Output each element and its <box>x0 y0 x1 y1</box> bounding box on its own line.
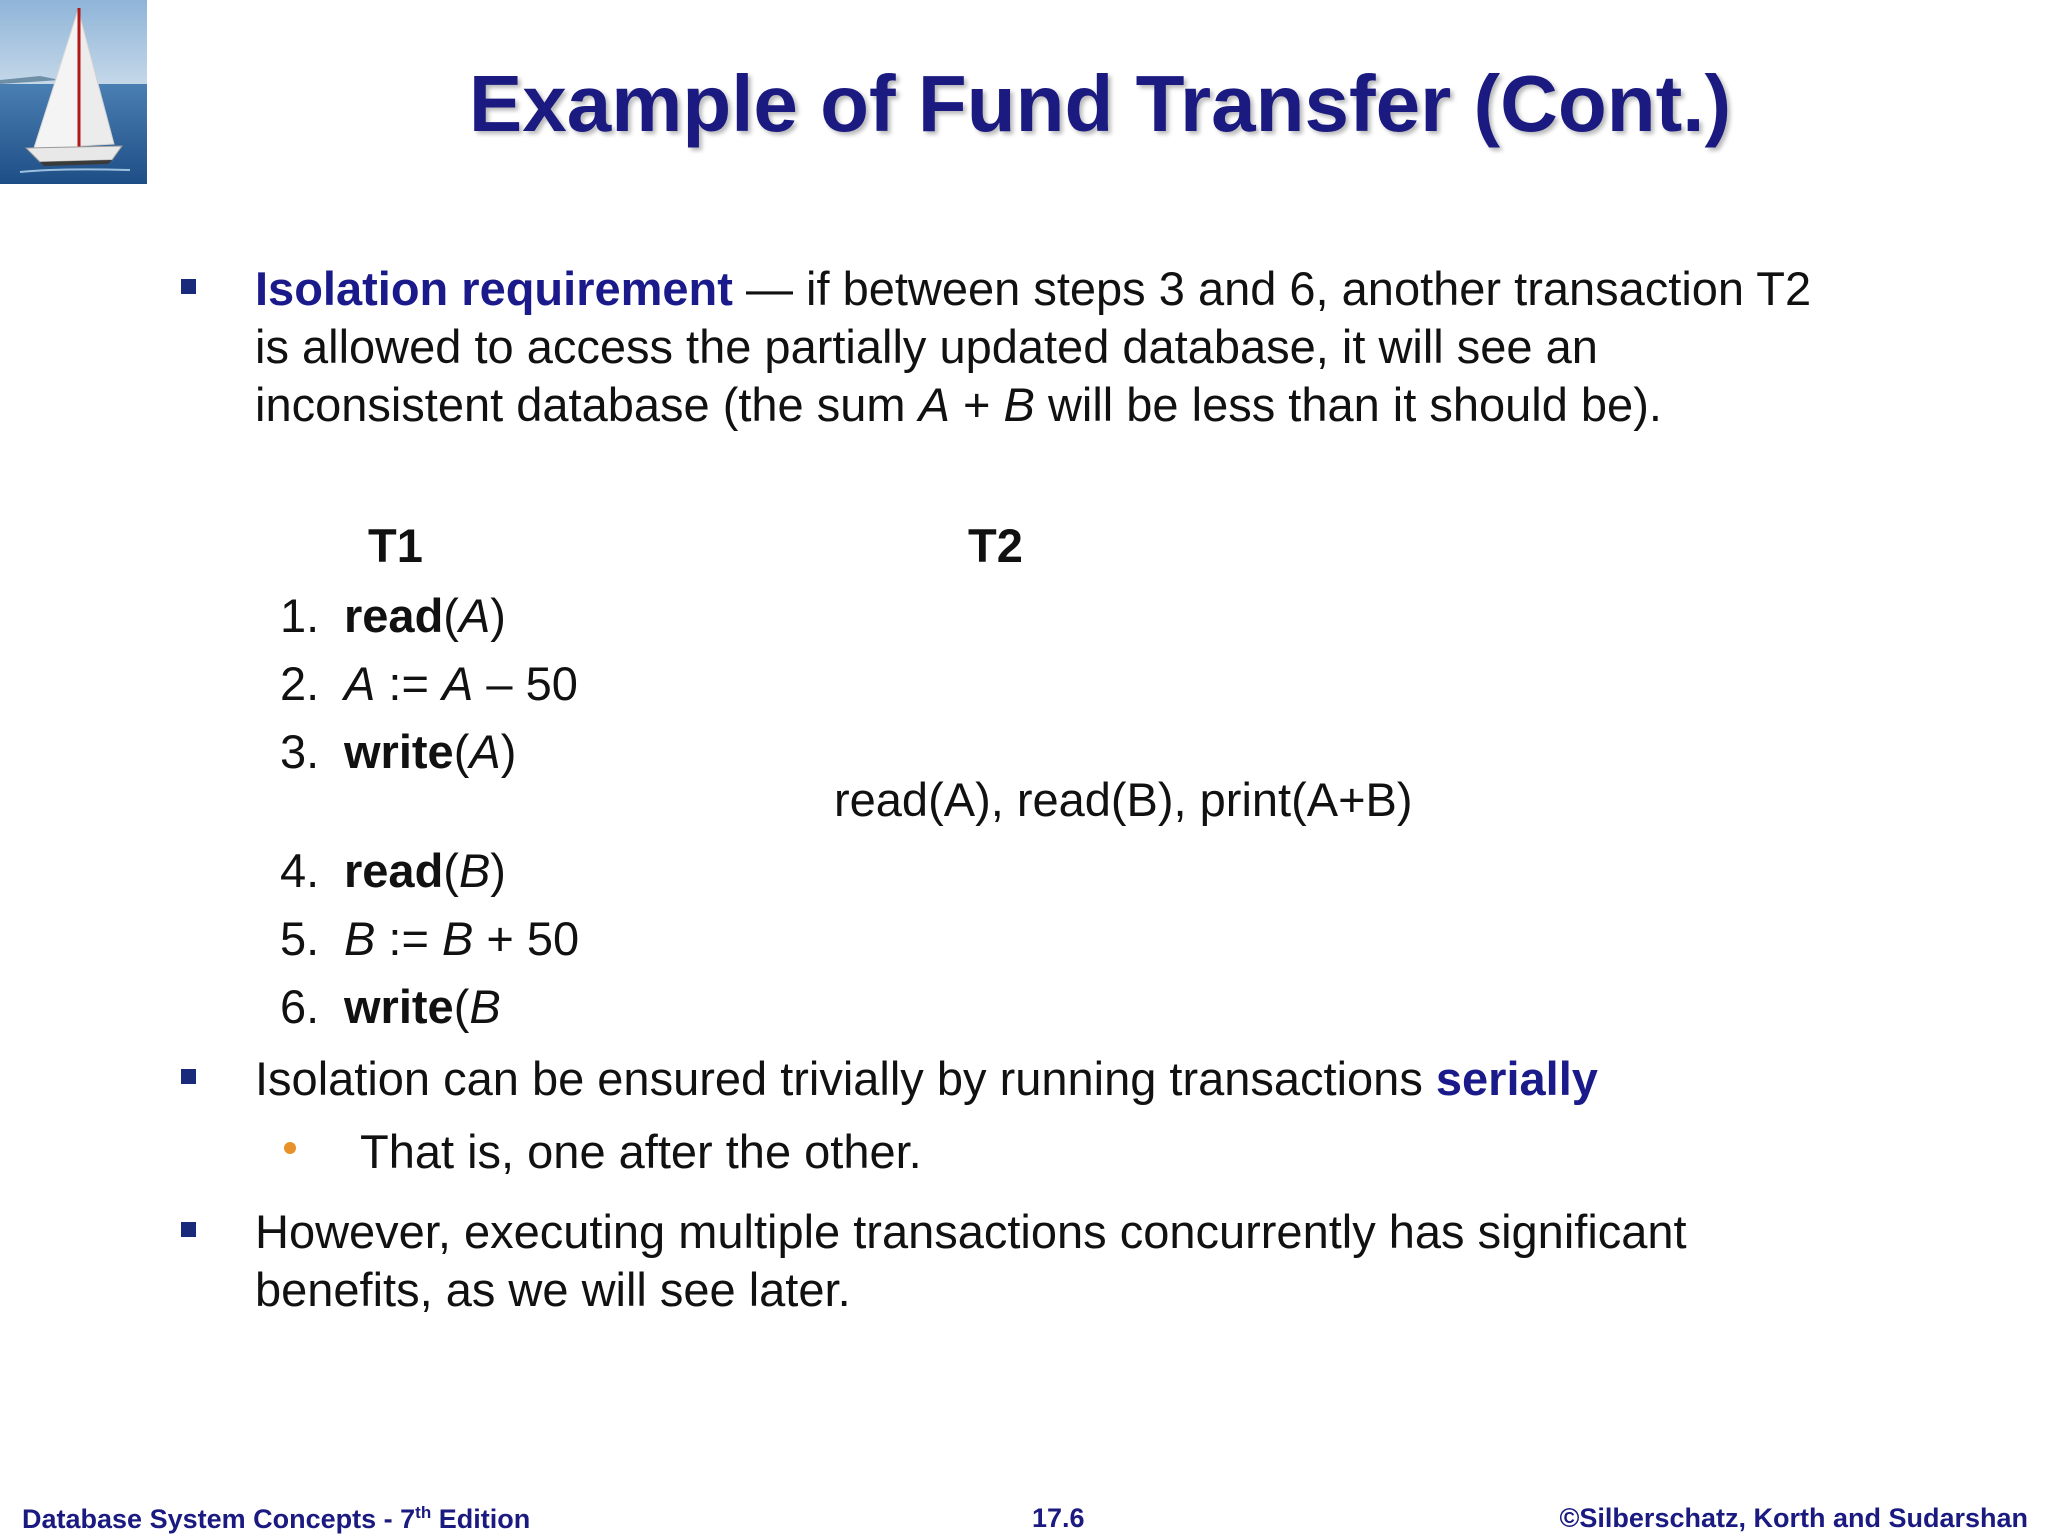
step-op: write <box>344 725 454 778</box>
step-var: A <box>469 725 501 778</box>
footer-edition-sup: th <box>415 1503 432 1522</box>
t1-step <box>280 979 501 1034</box>
step-var: A <box>458 589 491 642</box>
step-paren: ) <box>500 725 517 778</box>
t1-step <box>280 588 506 643</box>
step-var: B <box>469 980 501 1033</box>
step-var: B <box>458 844 491 897</box>
bullet-text: — if between steps 3 and 6, another transaction T2 <box>732 262 1812 315</box>
t1-step <box>280 724 516 779</box>
step-op: read <box>344 844 444 897</box>
bullet-line: benefits, as we will see later. <box>255 1263 851 1316</box>
footer-book-title <box>22 1503 530 1535</box>
bullet-marker <box>181 279 196 294</box>
bullet-serially <box>255 1050 1915 1108</box>
step-number: 1. <box>280 589 320 642</box>
t1-step <box>280 911 579 966</box>
step-tail: + 50 <box>473 912 580 965</box>
step-var: B <box>344 912 376 965</box>
bullet-text: Isolation can be ensured trivially by running transactions <box>255 1052 1436 1105</box>
var-b: B <box>1003 378 1035 431</box>
step-tail: – 50 <box>473 657 578 710</box>
var-a: A <box>918 378 950 431</box>
isolation-term: Isolation requirement <box>255 262 733 315</box>
bullet-line: is allowed to access the partially updated database, it will see an <box>255 320 1598 373</box>
sub-bullet-text: That is, one after the other. <box>360 1125 922 1178</box>
step-number: 5. <box>280 912 320 965</box>
bullet-concurrency <box>255 1203 1915 1319</box>
step-number: 4. <box>280 844 320 897</box>
t1-header: T1 <box>368 519 423 572</box>
footer-book-name: Database System Concepts - 7 <box>22 1504 416 1534</box>
footer-page-number: 17.6 <box>1032 1503 1085 1533</box>
step-paren: ) <box>490 589 506 642</box>
serially-term: serially <box>1435 1052 1598 1105</box>
bullet-marker <box>181 1222 196 1237</box>
bullet-marker <box>181 1069 196 1084</box>
t2-operation: read(A), read(B), print(A+B) <box>834 773 1413 826</box>
step-number: 3. <box>280 725 320 778</box>
t1-step <box>280 656 578 711</box>
step-number: 2. <box>280 657 320 710</box>
footer-copyright: ©Silberschatz, Korth and Sudarshan <box>1559 1503 2028 1533</box>
step-op: read <box>344 589 444 642</box>
t1-step <box>280 843 506 898</box>
step-paren: ( <box>443 844 459 897</box>
step-assign: := <box>375 912 442 965</box>
bullet-line <box>255 260 1915 318</box>
plus-sign: + <box>949 378 1004 431</box>
step-var: A <box>344 657 376 710</box>
step-paren: ) <box>490 844 506 897</box>
footer-edition: Edition <box>431 1504 531 1534</box>
step-paren: ( <box>443 589 459 642</box>
step-var: A <box>441 657 474 710</box>
bullet-line <box>255 376 1915 434</box>
step-paren: ( <box>453 980 470 1033</box>
bullet-line: However, executing multiple transactions concurrently has significant <box>255 1205 1687 1258</box>
bullet-isolation-requirement <box>255 260 1915 434</box>
slide-title: Example of Fund Transfer (Cont.) <box>468 59 1732 148</box>
step-assign: := <box>375 657 442 710</box>
step-paren: ( <box>453 725 470 778</box>
t2-header: T2 <box>968 519 1023 572</box>
sailboat-logo <box>0 0 147 184</box>
sub-bullet-marker <box>284 1142 296 1154</box>
step-var: B <box>441 912 474 965</box>
step-number: 6. <box>280 980 320 1033</box>
bullet-text: inconsistent database (the sum <box>255 378 919 431</box>
bullet-text: will be less than it should be). <box>1034 378 1662 431</box>
step-op: write <box>344 980 454 1033</box>
